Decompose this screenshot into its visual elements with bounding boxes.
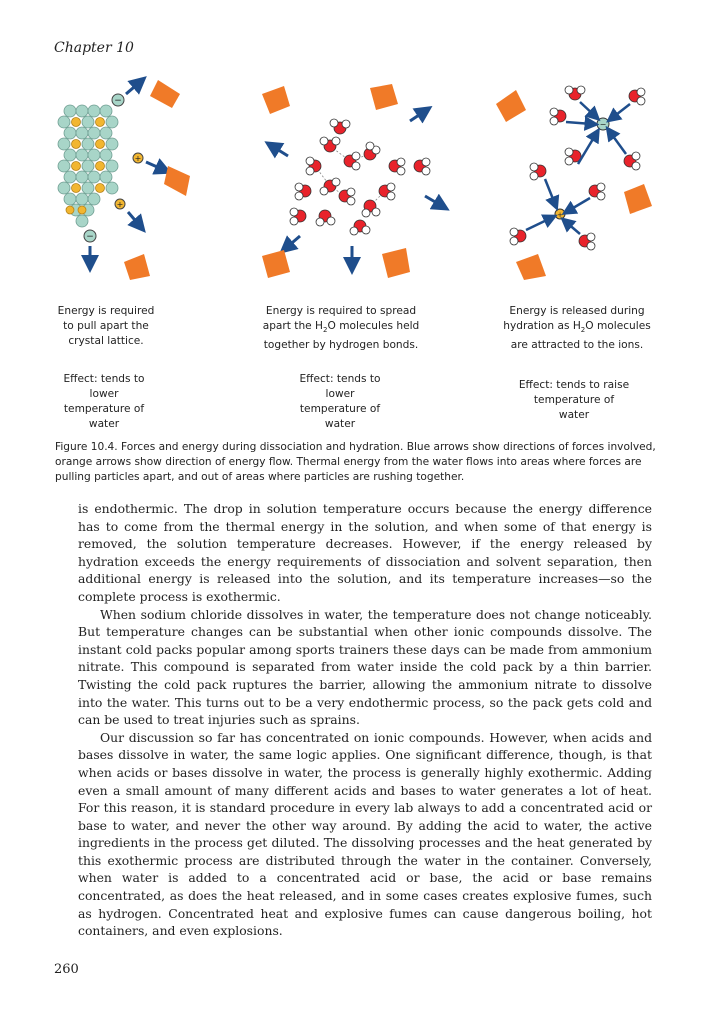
panel2-effect: Effect: tends to lower temperature of water bbox=[299, 373, 381, 430]
figure-caption: Figure 10.4. Forces and energy during dissociation and hydration. Blue arrows show directions of forces involved, orange arrows show direction of energy flow. Thermal energy from the water flows into areas where forces are pulling particles apart, and out of areas where particles are rushing together. bbox=[55, 441, 656, 484]
panel3-effect: Effect: tends to raise temperature of water bbox=[518, 379, 630, 421]
panel1-effect: Effect: tends to lower temperature of water bbox=[63, 373, 145, 430]
svg-text:+: + bbox=[134, 154, 142, 163]
panel2-caption-sub: 2 bbox=[323, 326, 328, 335]
panel3-hydration bbox=[496, 86, 652, 280]
panel1-lattice bbox=[58, 80, 190, 280]
svg-text:+: + bbox=[557, 211, 563, 219]
panel3-caption-b: O molecules are attracted to the ions. bbox=[510, 320, 651, 352]
page-number: 260 bbox=[54, 962, 79, 977]
panel3-caption-a: Energy is released during hydration as H bbox=[503, 305, 645, 332]
panel1-caption: Energy is required to pull apart the crystal lattice. bbox=[57, 305, 155, 347]
svg-text:−: − bbox=[114, 96, 122, 106]
panel3-caption-sub: 2 bbox=[580, 326, 586, 335]
chapter-header: Chapter 10 bbox=[54, 40, 134, 56]
panel2-caption bbox=[258, 304, 424, 353]
paragraph-3: Our discussion so far has concentrated on ionic compounds. However, when acids and bases dissolve in water, the same logic applies. One significant difference, though, is that when acids or bases dissolve in water, the process is generally highly exothermic. Adding even a small amount of many different acids and bases to water generates a lot of heat. For this reason, it is standard procedure in every lab always to add a concentrated acid or base to water, and never the other way around. By adding the acid to water, the active ingredients in the process get diluted. The dissolving processes and the heat generated by this exothermic process are distributed through the water in the container. Conversely, when water is added to a concentrated acid or base, the acid or base remains concentrated, as does the heat released, and in some cases creates explosive fumes, such as hydrogen. Concentrated heat and explosive fumes can cause dangerous boiling, hot containers, and even explosions. bbox=[78, 729, 652, 939]
paragraph-1: is endothermic. The drop in solution temperature occurs because the energy difference has to come from the thermal energy in the solution, and when some of that energy is removed, the solution temperature decreases. However, if the energy released by hydration exceeds the energy requirements of dissociation and solvent separation, then additional energy is released into the solution, and its temperature increases—so the complete process is exothermic. bbox=[78, 501, 652, 604]
panel2-caption-b: O molecules held together by hydrogen bonds. bbox=[263, 320, 420, 352]
panel3-caption bbox=[496, 304, 658, 353]
svg-text:−: − bbox=[599, 120, 607, 129]
panel2-water-network bbox=[262, 84, 442, 278]
svg-text:−: − bbox=[86, 232, 94, 242]
svg-text:+: + bbox=[116, 200, 124, 209]
panel2-caption-a: Energy is required to spread apart the H bbox=[262, 305, 417, 332]
figure-10-4-illustration bbox=[40, 66, 670, 296]
paragraph-2: When sodium chloride dissolves in water, the temperature does not change noticeably. But temperature changes can be substantial when other ionic compounds dissolve. The instant cold packs popular among sports trainers these days can be made from ammonium nitrate. This compound is separated from water inside the cold pack by a thin barrier. Twisting the cold pack ruptures the barrier, allowing the ammonium nitrate to dissolve into the water. This turns out to be a very endothermic process, so the pack gets cold and can be used to treat injuries such as sprains. bbox=[78, 606, 652, 728]
body-text bbox=[78, 500, 652, 940]
